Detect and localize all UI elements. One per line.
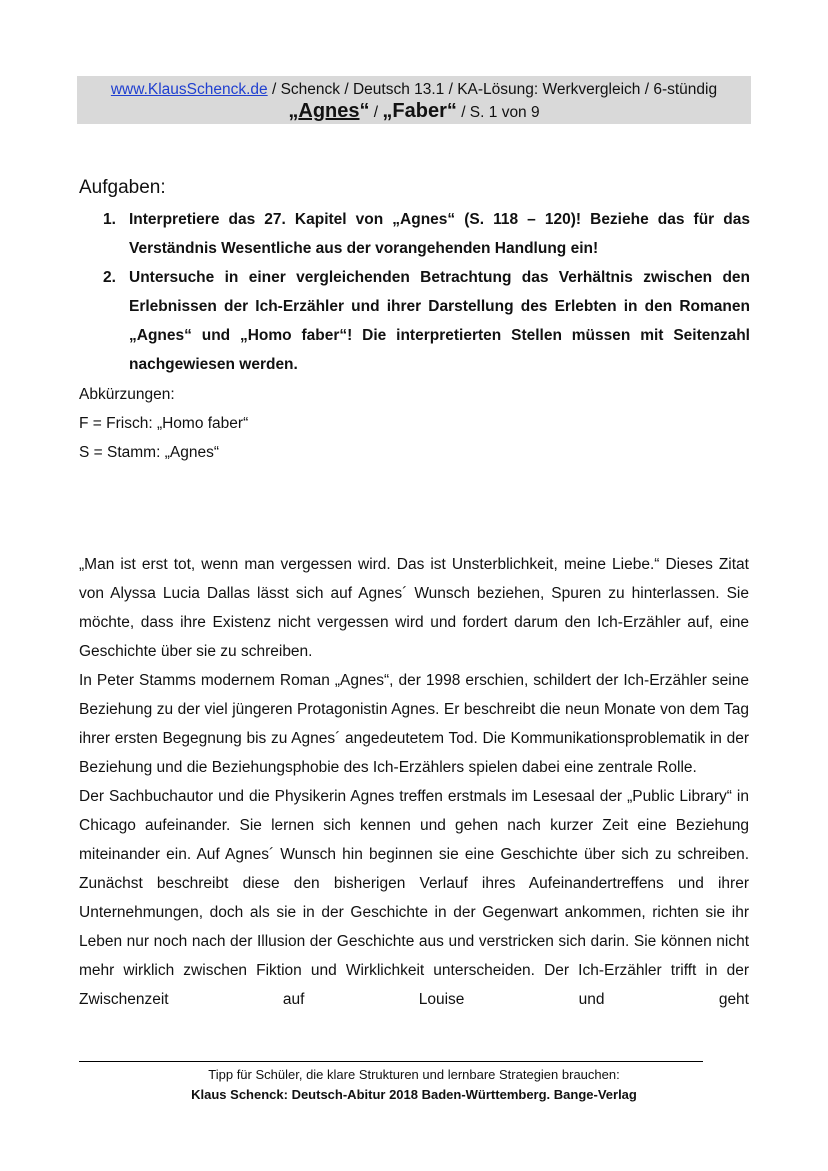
task-item (102, 263, 750, 379)
abbreviation-s: S = Stamm: „Agnes“ (79, 444, 219, 461)
tasks-heading: Aufgaben: (79, 177, 166, 198)
paragraph-3: Der Sachbuchautor und die Physikerin Agnes treffen erstmals im Lesesaal der „Public Library“ in Chicago aufeinander. Sie lernen sich kennen und gehen nach kurzer Zeit eine Beziehung miteinander ein. Auf Agnes´ Wunsch hin beginnen sie eine Geschichte über sich zu schreiben. Zunächst beschreibt diese den bisherigen Verlauf ihres Aufeinandertreffens und ihrer Unternehmungen, doch als sie in der Geschichte in der Gegenwart ankommen, richten sie ihr Leben nur noch nach der Illusion der Geschichte aus und verstricken sich darin. Sie können nicht mehr wirklich zwischen Fiktion und Wirklichkeit unterscheiden. Der Ich-Erzähler trifft in der Zwischenzeit auf Louise und geht (79, 788, 749, 1008)
page-number: / S. 1 von 9 (456, 104, 540, 121)
abbreviations-heading: Abkürzungen: (79, 386, 175, 403)
abbreviation-f: F = Frisch: „Homo faber“ (79, 415, 249, 432)
header-info: / Schenck / Deutsch 13.1 / KA-Lösung: Werkvergleich / 6-stündig (267, 81, 718, 98)
footer-tip: Tipp für Schüler, die klare Strukturen und lernbare Strategien brauchen: (208, 1067, 620, 1082)
header-line-1 (77, 76, 751, 100)
page-footer (0, 1065, 828, 1105)
paragraph-1: „Man ist erst tot, wenn man vergessen wird. Das ist Unsterblichkeit, meine Liebe.“ Dieses Zitat von Alyssa Lucia Dallas lässt sich auf Agnes´ Wunsch beziehen, Spuren zu hinterlassen. Sie möchte, dass ihre Existenz nicht vergessen wird und fordert darum den Ich-Erzähler auf, eine Geschichte über sie zu schreiben. (79, 556, 749, 660)
task-number: 2. (103, 269, 116, 286)
header-line-2 (77, 100, 751, 124)
footer-divider (79, 1061, 703, 1062)
footer-book: Klaus Schenck: Deutsch-Abitur 2018 Baden-Württemberg. Bange-Verlag (191, 1087, 637, 1102)
abbreviations (79, 380, 248, 467)
paragraph-2: In Peter Stamms modernem Roman „Agnes“, der 1998 erschien, schildert der Ich-Erzähler seine Beziehung zu der viel jüngeren Protagonistin Agnes. Er beschreibt die neun Monate von dem Tag ihrer ersten Begegnung bis zu Agnes´ angedeutetem Tod. Die Kommunikationsproblematik in der Beziehung und die Beziehungsphobie des Ich-Erzählers spielen dabei eine zentrale Rolle. (79, 672, 749, 776)
website-link[interactable]: www.KlausSchenck.de (110, 81, 268, 98)
title-agnes: Agnes (298, 100, 360, 122)
title-quote-close: “ (359, 100, 370, 122)
page-header (77, 76, 751, 124)
task-item (102, 205, 750, 263)
title-separator: / (369, 104, 383, 121)
title-quote-open: „ (288, 100, 299, 122)
essay-body (79, 550, 749, 1014)
task-number: 1. (103, 211, 116, 228)
task-text: Untersuche in einer vergleichenden Betrachtung das Verhältnis zwischen den Erlebnissen der Ich-Erzähler und ihrer Darstellung des Erlebten in den Romanen „Agnes“ und „Homo faber“! Die interpretierten Stellen müssen mit Seitenzahl nachgewiesen werden. (129, 269, 750, 373)
task-text: Interpretiere das 27. Kapitel von „Agnes“ (S. 118 – 120)! Beziehe das für das Verständnis Wesentliche aus der vorangehenden Handlung ein! (129, 211, 750, 257)
task-list (102, 205, 750, 379)
title-faber: „Faber“ (382, 100, 457, 122)
